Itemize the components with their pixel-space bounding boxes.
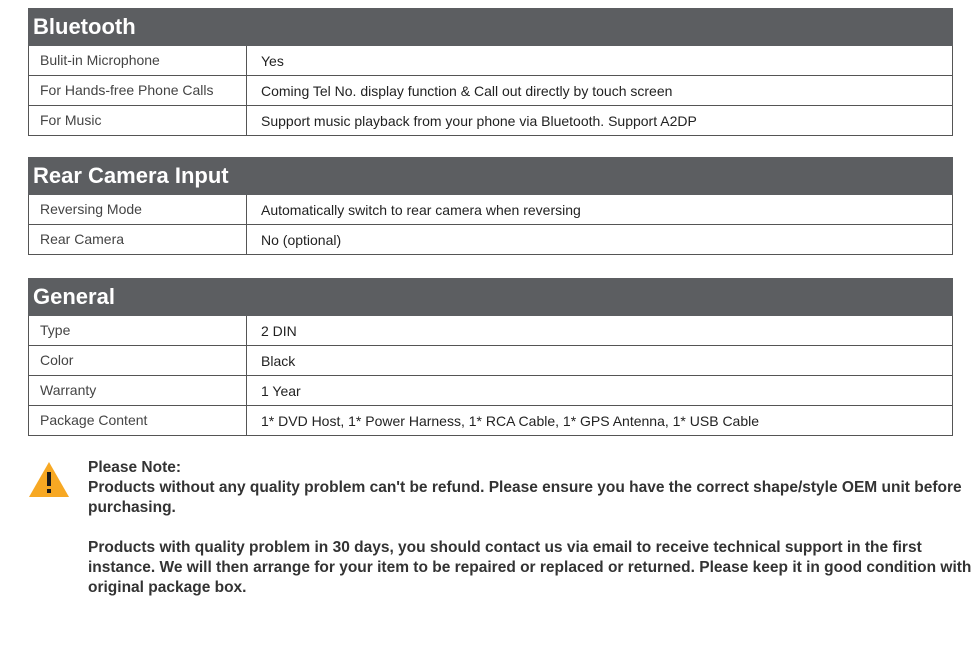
spec-label: Type <box>29 316 247 345</box>
spec-label: Reversing Mode <box>29 195 247 224</box>
section-title-rear-camera: Rear Camera Input <box>28 157 953 195</box>
bluetooth-section <box>28 8 953 136</box>
table-row <box>28 76 953 106</box>
spec-label: Warranty <box>29 376 247 405</box>
spec-value: 2 DIN <box>261 323 297 339</box>
spec-label: For Music <box>29 106 247 135</box>
spec-value: 1* DVD Host, 1* Power Harness, 1* RCA Cable, 1* GPS Antenna, 1* USB Cable <box>261 413 760 429</box>
table-row <box>28 106 953 136</box>
table-row <box>28 406 953 436</box>
spec-label: For Hands-free Phone Calls <box>29 76 247 105</box>
spec-value: Coming Tel No. display function & Call out directly by touch screen <box>261 83 673 99</box>
spec-value: Black <box>261 353 296 369</box>
spec-label: Bulit-in Microphone <box>29 46 247 75</box>
spec-value: Support music playback from your phone via Bluetooth. Support A2DP <box>261 113 697 129</box>
warning-icon <box>28 460 70 498</box>
table-row <box>28 225 953 255</box>
spec-value: No (optional) <box>261 232 342 248</box>
note-heading: Please Note: <box>88 459 182 476</box>
spec-value: Automatically switch to rear camera when reversing <box>261 202 581 218</box>
table-row <box>28 376 953 406</box>
note-paragraph-quality: Products with quality problem in 30 days, you should contact us via email to receive technical support in the first instance. We will then arrange for your item to be repaired or replaced or returned. Please keep it in good condition with original package box. <box>88 539 972 596</box>
table-row <box>28 195 953 225</box>
note-paragraph-refund: Products without any quality problem can't be refund. Please ensure you have the correct shape/style OEM unit before purchasing. <box>88 479 962 516</box>
spec-label: Package Content <box>29 406 247 435</box>
note-text <box>88 458 976 598</box>
general-section <box>28 278 953 436</box>
spec-label: Color <box>29 346 247 375</box>
table-row <box>28 346 953 376</box>
section-title-bluetooth: Bluetooth <box>28 8 953 46</box>
table-row <box>28 316 953 346</box>
spec-label: Rear Camera <box>29 225 247 254</box>
table-row <box>28 46 953 76</box>
rear-camera-section <box>28 157 953 255</box>
spec-value: 1 Year <box>261 383 301 399</box>
spec-value: Yes <box>261 53 284 69</box>
section-title-general: General <box>28 278 953 316</box>
